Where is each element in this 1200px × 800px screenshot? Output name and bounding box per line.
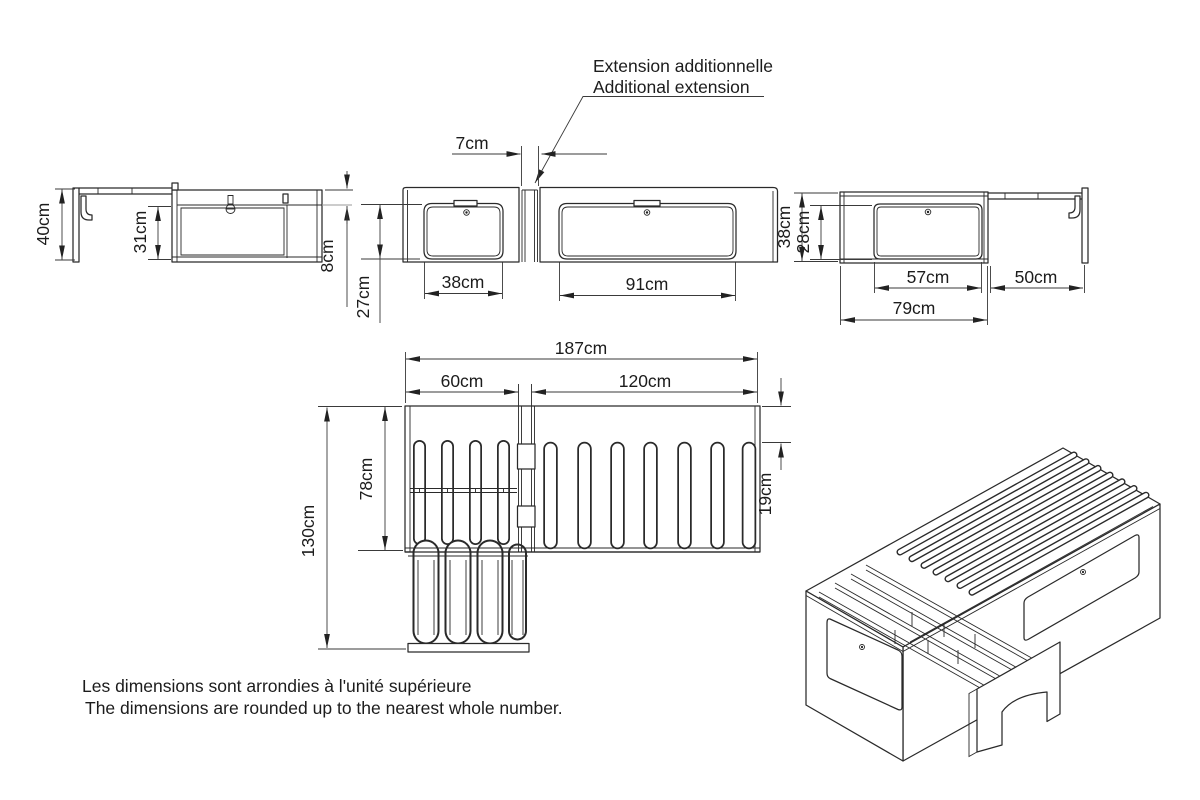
dim-31cm: 31cm: [130, 210, 150, 254]
top-plan-view: [298, 338, 791, 652]
extension-leg: [73, 188, 79, 262]
dim-38cm: 38cm: [774, 205, 794, 249]
storage-box: [172, 190, 322, 262]
dim-28cm: 28cm: [793, 210, 813, 254]
dim-187cm: 187cm: [554, 338, 608, 358]
dim-79cm: 79cm: [892, 298, 936, 318]
callout-leader-line: [535, 97, 764, 184]
dim-130cm: 130cm: [298, 504, 318, 558]
callout-extension-en: Additional extension: [593, 77, 750, 97]
dim-91cm: 91cm: [625, 274, 669, 294]
callout-extension-fr: Extension additionnelle: [593, 56, 773, 76]
right-side-view: [774, 188, 1088, 325]
dim-27cm: 27cm: [353, 275, 373, 319]
left-side-view: [33, 171, 353, 307]
dim-78cm: 78cm: [356, 457, 376, 501]
dim-19cm: 19cm: [755, 472, 775, 516]
dim-57cm: 57cm: [906, 267, 950, 287]
right-section-slots: [551, 449, 750, 542]
dim-38cm: 38cm: [441, 272, 485, 292]
extension-foot: [408, 644, 529, 653]
leg-bracket: [81, 196, 92, 220]
front-view: [353, 56, 778, 323]
extension-slats: [418, 553, 523, 635]
note-line-en: The dimensions are rounded up to the nearest whole number.: [85, 698, 563, 718]
dim-60cm: 60cm: [440, 371, 484, 391]
dim-40cm: 40cm: [33, 202, 53, 246]
dim-7cm: 7cm: [455, 133, 489, 153]
isometric-view: [806, 448, 1160, 761]
extension-leg: [1082, 188, 1088, 263]
dim-8cm: 8cm: [317, 239, 337, 273]
extension-channel: [522, 190, 538, 262]
dimension-note: [82, 676, 563, 718]
note-line-fr: Les dimensions sont arrondies à l'unité supérieure: [82, 676, 472, 696]
dim-120cm: 120cm: [618, 371, 672, 391]
dim-50cm: 50cm: [1014, 267, 1058, 287]
